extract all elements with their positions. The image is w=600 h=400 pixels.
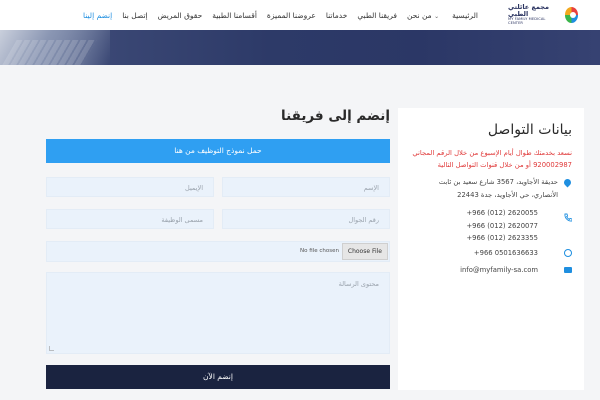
email-input[interactable]: الإيميل: [46, 177, 214, 197]
whatsapp-list: [474, 247, 538, 260]
job-title-input[interactable]: مسمى الوظيفة: [46, 209, 214, 229]
nav-item-home[interactable]: الرئيسية: [452, 11, 478, 20]
nav-item-contact[interactable]: إتصل بنا: [122, 11, 148, 20]
map-pin-icon: [564, 176, 572, 184]
whatsapp-number[interactable]: +966 0501636633: [473, 249, 538, 257]
nav-item-patient-rights[interactable]: حقوق المريض: [157, 11, 203, 20]
phone-icon: [564, 207, 572, 215]
file-status: No file chosen: [300, 248, 339, 254]
main-nav: [78, 0, 483, 30]
phone-number[interactable]: +966 (012) 2620055: [466, 209, 538, 217]
envelope-icon: [564, 264, 572, 272]
phone-input[interactable]: رقم الجوال: [222, 209, 390, 229]
nav-item-medical-team[interactable]: فريقنا الطبي: [357, 11, 397, 20]
logo[interactable]: [508, 5, 578, 25]
logo-text-en: MY FAMILY MEDICAL CENTER: [508, 17, 546, 25]
nav-item-about-label: من نحن: [406, 11, 432, 20]
logo-text: [508, 4, 562, 25]
contact-title: بيانات التواصل: [487, 122, 572, 138]
message-placeholder: محتوى الرسالة: [338, 280, 379, 288]
choose-file-button[interactable]: Choose File: [342, 243, 388, 260]
nav-item-about[interactable]: [402, 0, 447, 30]
phone-list: [466, 207, 538, 245]
resize-handle[interactable]: [49, 346, 54, 351]
email-row: [412, 264, 572, 277]
join-now-button[interactable]: إنضم الآن: [46, 365, 390, 389]
email-list: [460, 264, 538, 277]
phone-number[interactable]: +966 (012) 2620077: [466, 221, 538, 230]
site-header: [0, 0, 600, 30]
chevron-down-icon: ⌄: [434, 13, 440, 20]
nav-item-offers[interactable]: عروضنا المميزة: [266, 11, 316, 20]
hero-banner: [0, 30, 600, 65]
whatsapp-icon: [564, 247, 572, 255]
logo-text-ar: مجمع عائلتي الطبي: [508, 3, 549, 18]
phones-row: [412, 207, 572, 245]
nav-item-services[interactable]: خدماتنا: [325, 11, 348, 20]
file-upload: [46, 241, 390, 262]
nav-item-departments[interactable]: أقسامنا الطبية: [212, 11, 257, 20]
email-address[interactable]: info@myfamily-sa.com: [460, 266, 538, 274]
address-text: حديقة الأجاويد، 3567 شارع سعيد بن ثابت الأنصاري، حي الأجاويد، جدة 22443: [438, 178, 558, 199]
download-form-button[interactable]: حمل نموذج التوظيف من هنا: [46, 139, 390, 163]
form-title: إنضم إلى فريقنا: [281, 108, 390, 124]
address-row: [412, 176, 572, 201]
logo-icon: [565, 7, 578, 23]
phone-number[interactable]: +966 (012) 2623355: [466, 234, 538, 242]
whatsapp-row: [412, 247, 572, 260]
message-textarea[interactable]: [46, 272, 390, 354]
nav-item-join-us[interactable]: إنضم إلينا: [83, 11, 113, 20]
keyboard-image: [0, 40, 97, 65]
name-input[interactable]: الإسم: [222, 177, 390, 197]
contact-notice: نسعد بخدمتك طوال أيام الإسبوع من خلال الرقم المجاني 920002987 أو من خلال قنوات التواصل التالية: [412, 149, 572, 169]
